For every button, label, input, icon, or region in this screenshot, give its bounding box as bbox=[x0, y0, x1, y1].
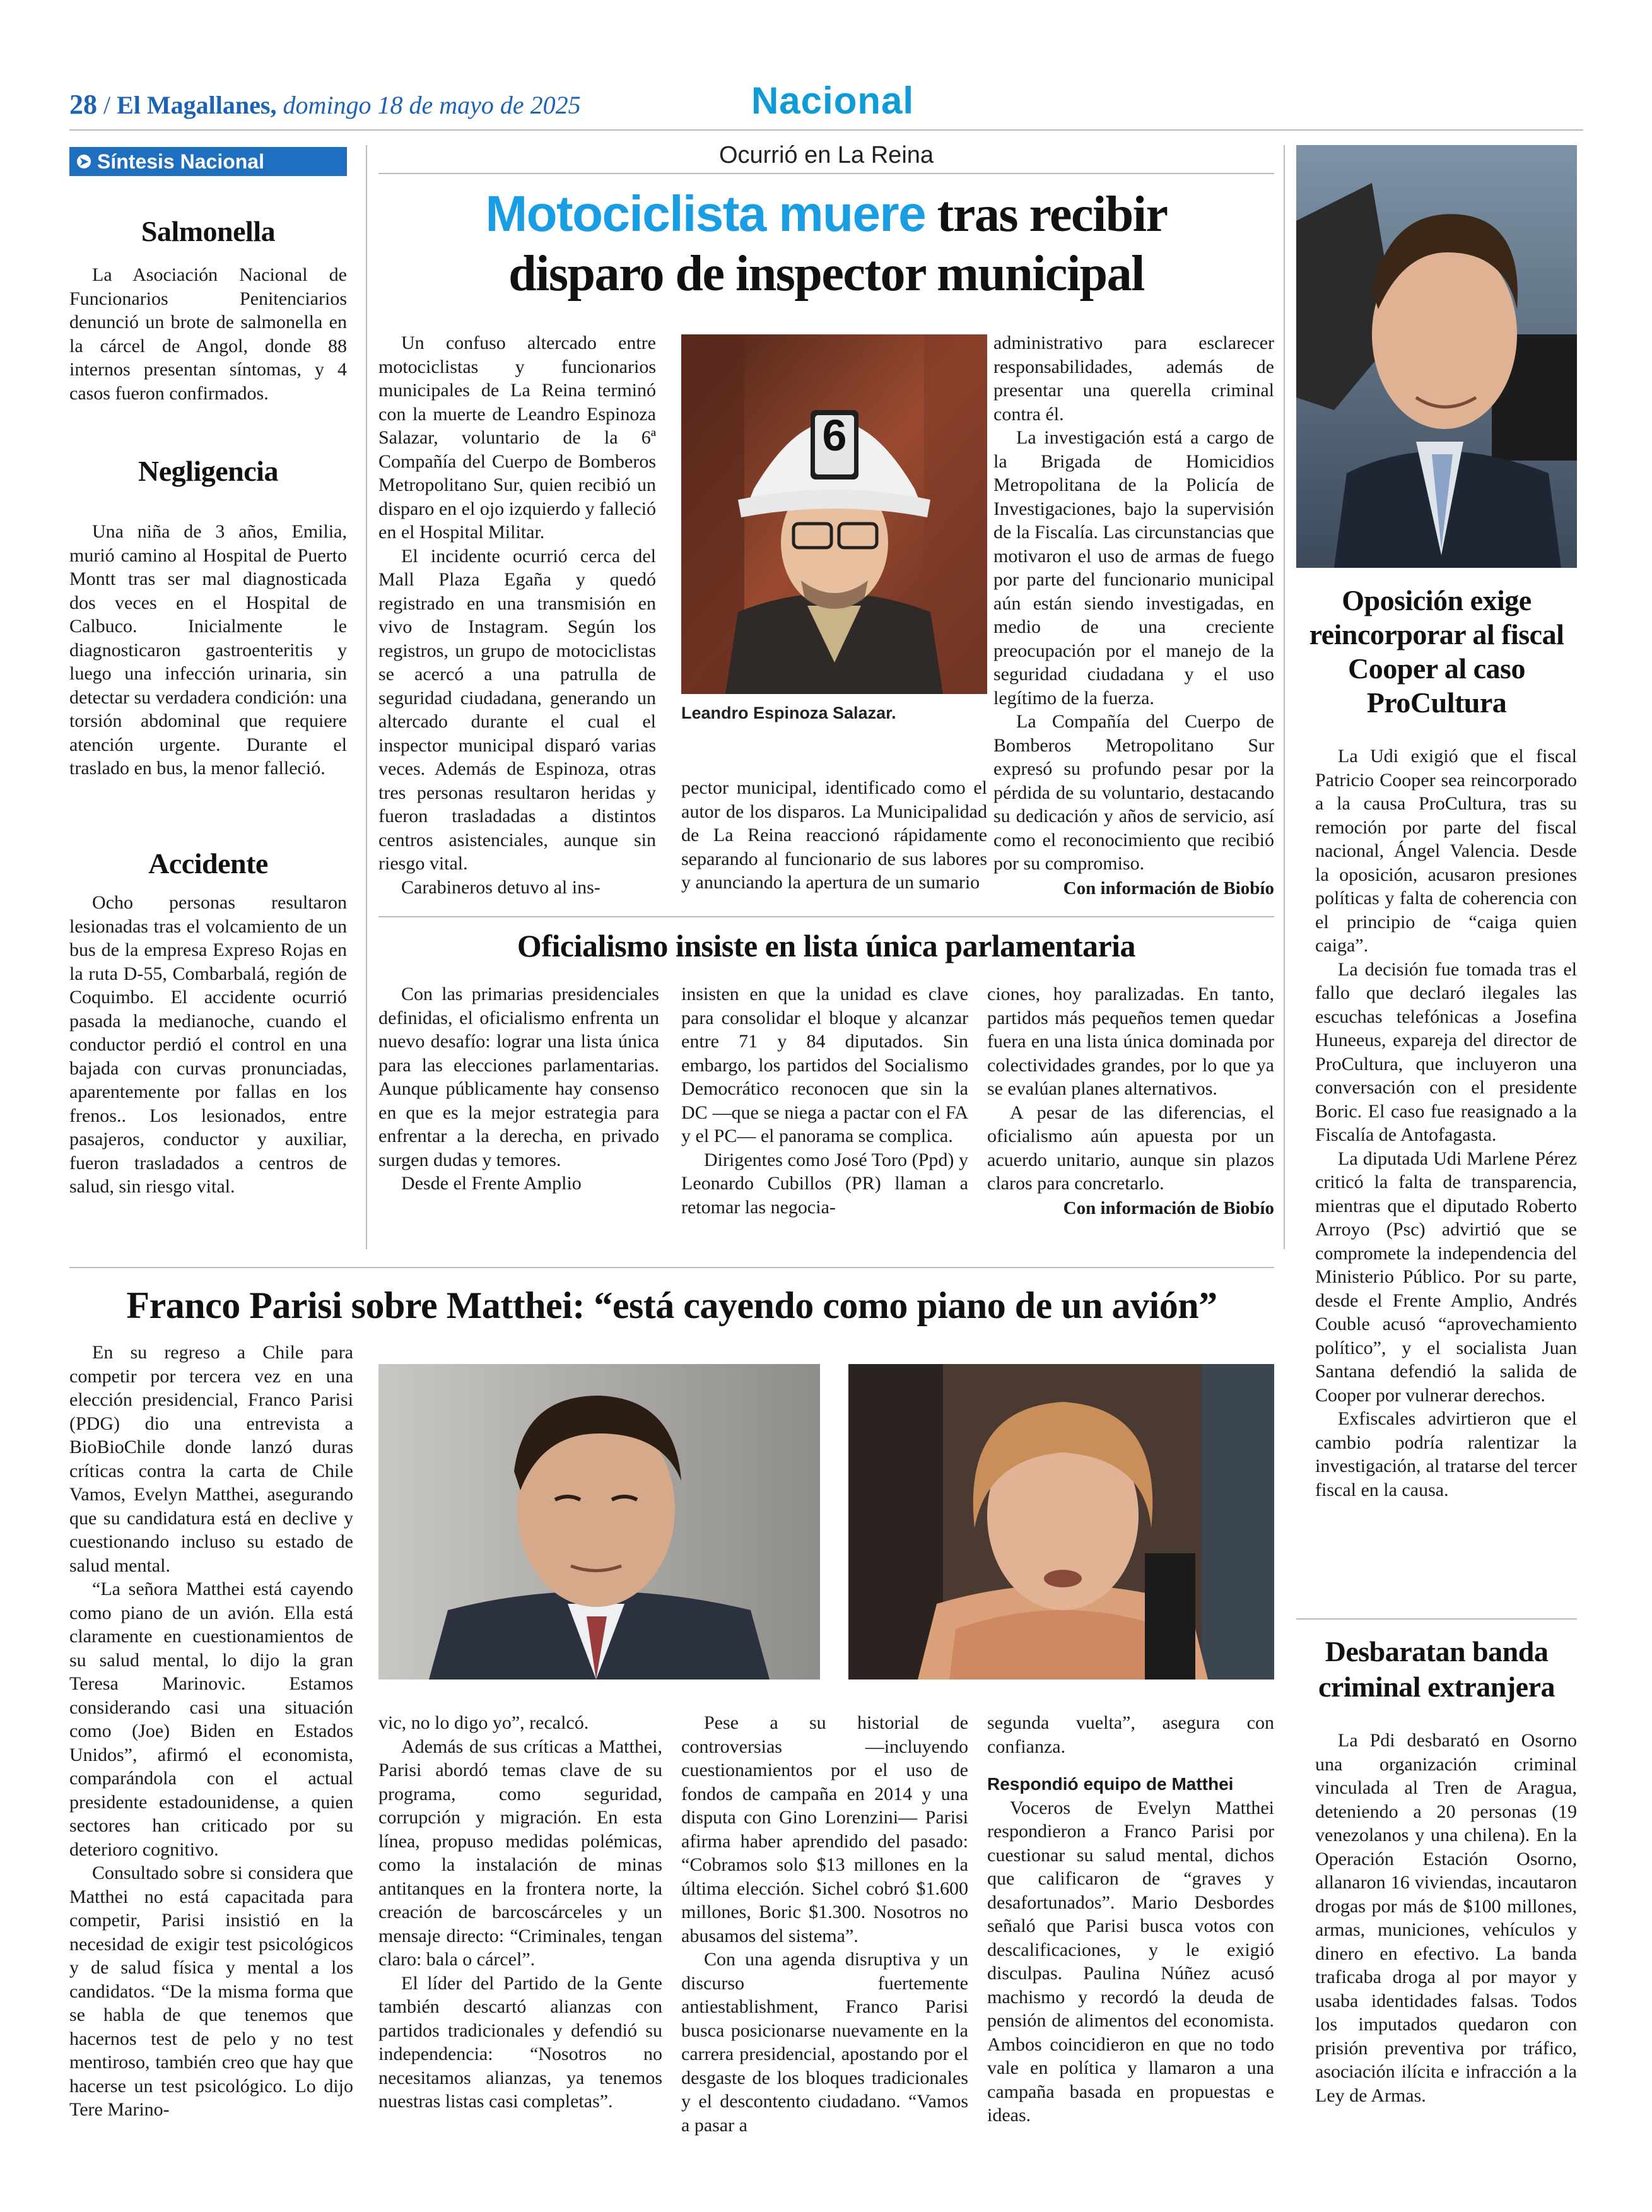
arrow-circle-icon: ➤ bbox=[77, 155, 91, 168]
synthesis-item-title: Negligencia bbox=[138, 455, 278, 487]
lead-column-3 bbox=[993, 331, 1274, 900]
lead-headline-line1 bbox=[378, 184, 1274, 244]
paragraph: Un confuso altercado entre motociclistas y funcionarios municipales de La Reina terminó con la muerte de Leandro Espinoza Salazar, voluntario de la 6ª Compañía del Cuerpo de Bomberos Metropolitano Sur, quien recibió un disparo en el ojo izquierdo y falleció en el Hospital Militar. bbox=[378, 332, 656, 543]
cooper-illustration bbox=[1296, 145, 1577, 568]
cooper-headline: Oposición exige reincorporar al fiscal Cooper al caso ProCultura bbox=[1309, 584, 1564, 719]
matthei-illustration bbox=[848, 1364, 1274, 1680]
paragraph: “La señora Matthei está cayendo como piano de un avión. Ella está claramente en cuestionamientos de su salud mental, lo dijo la gran Teresa Marinovic. Estamos considerando casi una situación como (Joe) Biden en Estados Unidos”, afirmó el economista, comparándola con el actual presidente estadounidense, a quien sectores han criticado por su deterioro cognitivo. bbox=[69, 1579, 353, 1860]
synthesis-label-text: Síntesis Nacional bbox=[97, 150, 264, 173]
paragraph: La Pdi desbarató en Osorno una organización criminal vinculada al Tren de Aragua, deteniendo a 20 personas (19 venezolanos y una chilena). En la Operación Estación Osorno, allanaron 16 viviendas, incautaron drogas por más de $100 millones, armas, municiones, vehículos y dinero en efectivo. La banda traficaba droga al por mayor y usaba identidades falsas. Todos los imputados quedaron con prisión preventiva por tráfico, asociación ilícita e infracción a la Ley de Armas. bbox=[1315, 1730, 1577, 2106]
paragraph: El líder del Partido de la Gente también descartó alianzas con partidos tradicionales y defendió su independencia: “Nosotros no necesitamos alianzas, ya tenemos nuestras listas casi completas”. bbox=[378, 1972, 662, 2112]
paragraph: Carabineros detuvo al ins- bbox=[401, 876, 600, 898]
parisi-column-2 bbox=[378, 1711, 662, 2114]
lead-column-2 bbox=[681, 776, 987, 895]
paragraph: La decisión fue tomada tras el fallo que declaró ilegales las escuchas telefónicas a Josefina Huneeus, expareja del director de ProCultura, que incluyeron una conversación con el presidente Boric. El caso fue reasignado a la Fiscalía de Antofagasta. bbox=[1315, 958, 1577, 1145]
photo-caption: Leandro Espinoza Salazar. bbox=[681, 703, 896, 722]
paragraph: La Compañía del Cuerpo de Bomberos Metropolitano Sur expresó su profundo pesar por la pérdida de su voluntario, destacando su dedicación y años de servicio, así como el reconocimiento que recibió por su compromiso. bbox=[993, 711, 1274, 874]
paragraph: insisten en que la unidad es clave para consolidar el bloque y alcanzar entre 71 y 84 diputados. Sin embargo, los partidos del Socialismo Democrático reconocen que sin la DC —que se niega a pactar con el FA y el PC— el panorama se complica. bbox=[681, 984, 968, 1146]
lead-headline-highlight: Motociclista muere bbox=[485, 185, 926, 242]
lead-headline-rest: tras recibir bbox=[925, 187, 1168, 242]
paragraph: La Asociación Nacional de Funcionarios Penitenciarios denunció un brote de salmonella en la cárcel de Angol, donde 88 internos presentan síntomas, y 4 casos fueron confirmados. bbox=[69, 264, 347, 404]
paragraph: segunda vuelta”, asegura con confianza. bbox=[987, 1712, 1274, 1757]
section-rule bbox=[1296, 1618, 1577, 1620]
paragraph: En su regreso a Chile para competir por tercera vez en una elección presidencial, Franco Parisi (PDG) dio una entrevista a BioBioChile donde lanzó duras críticas contra la carta de Chile Vamos, Evelyn Matthei, asegurando que su candidatura está en declive y cuestionando incluso su estado de salud mental. bbox=[69, 1342, 353, 1576]
paragraph: La investigación está a cargo de la Brigada de Homicidios Metropolitana de la Policía de Investigaciones, bajo la supervisión de la Fiscalía. Las circunstancias que motivaron el uso de armas de fuego por parte del funcionario municipal aún están siendo investigadas, en medio de una creciente preocupación por el manejo de la seguridad ciudadana y el uso legítimo de la fuerza. bbox=[993, 427, 1274, 709]
oficialismo-column-2 bbox=[681, 982, 968, 1219]
helmet-number: 6 bbox=[822, 411, 847, 460]
section-rule bbox=[69, 1267, 1274, 1268]
parisi-subhead: Respondió equipo de Matthei bbox=[987, 1774, 1234, 1794]
lead-column-1 bbox=[378, 331, 656, 899]
paragraph: Con una agenda disruptiva y un discurso fuertemente antiestablishment, Franco Parisi busca posicionarse nuevamente en la carrera presidencial, apostando por el desgaste de los bloques tradicionales y el descontento ciudadano. “Vamos a pasar a bbox=[681, 1949, 968, 2136]
parisi-headline: Franco Parisi sobre Matthei: “está cayendo como piano de un avión” bbox=[126, 1285, 1217, 1326]
paragraph: La Udi exigió que el fiscal Patricio Cooper sea reincorporado a la causa ProCultura, tras su remoción por parte del fiscal nacional, Ángel Valencia. Desde la oposición, acusaron presiones políticas y falta de coherencia con el principio de “caiga quien caiga”. bbox=[1315, 746, 1577, 956]
paragraph: La diputada Udi Marlene Pérez criticó la falta de transparencia, mientras que el diputado Roberto Arroyo (Psc) advirtió que se compromete la independencia del Ministerio Público. Por su parte, desde el Frente Amplio, Andrés Couble acusó “aprovechamiento político”, y el socialista Juan Santana defendió la salida de Cooper por vulnerar derechos. bbox=[1315, 1148, 1577, 1406]
column-divider bbox=[366, 145, 367, 1249]
paragraph: Exfiscales advirtieron que el cambio podría ralentizar la investigación, al tratarse del tercer fiscal en la causa. bbox=[1315, 1408, 1577, 1500]
paragraph: Una niña de 3 años, Emilia, murió camino al Hospital de Puerto Montt tras ser mal diagnosticada dos veces en el Hospital de Calbuco. Inicialmente le diagnosticaron gastroenteritis y luego una infección urinaria, sin detectar su verdadera condición: una torsión abdominal que requiere atención urgente. Durante el traslado en bus, la menor falleció. bbox=[69, 521, 347, 779]
cooper-body bbox=[1315, 744, 1577, 1502]
newspaper-name: El Magallanes, bbox=[117, 91, 277, 119]
paragraph: ciones, hoy paralizadas. En tanto, partidos más pequeños temen quedar fuera en una lista única dominada por colectividades grandes, por lo que ya se evalúan planes alternativos. bbox=[987, 984, 1274, 1099]
page-header bbox=[69, 88, 581, 121]
synthesis-item-body bbox=[69, 263, 347, 405]
paragraph: administrativo para esclarecer responsabilidades, además de presentar una querella criminal contra él. bbox=[993, 332, 1274, 425]
paragraph: Ocho personas resultaron lesionadas tras el volcamiento de un bus de la empresa Expreso Rojas en la ruta D-55, Combarbalá, región de Coquimbo. El accidente ocurrió pasada la medianoche, cuando el conductor perdió el control en una bajada con curvas pronunciadas, aparentemente por fallas en los frenos.. Los lesionados, entre pasajeros, conductor y auxiliar, fueron trasladados a centros de salud, sin riesgo vital. bbox=[69, 892, 347, 1197]
paragraph: vic, no lo digo yo”, recalcó. bbox=[378, 1712, 589, 1733]
oficialismo-column-1 bbox=[378, 982, 659, 1196]
page-number: 28 bbox=[69, 89, 97, 120]
paragraph: Consultado sobre si considera que Matthei no está capacitada para competir, Parisi insistió en la necesidad de exigir test psicológicos y de salud física y mental a los candidatos. “De la misma forma que se habla de que tenemos que hacernos test de pelo y no test mentiroso, también creo que hay que hacerse un test psicológico. Lo dijo Tere Marino- bbox=[69, 1862, 353, 2120]
paragraph: A pesar de las diferencias, el oficialismo aún apuesta por un acuerdo unitario, aunque sin plazos claros para concretarlo. bbox=[987, 1102, 1274, 1194]
parisi-column-3 bbox=[681, 1711, 968, 2137]
parisi-photo bbox=[378, 1364, 820, 1680]
synthesis-item-title: Accidente bbox=[148, 847, 268, 880]
synthesis-label bbox=[69, 147, 347, 176]
lead-headline bbox=[378, 184, 1274, 303]
paragraph: Además de sus críticas a Matthei, Parisi abordó temas clave de su programa, como seguridad, corrupción y migración. En esta línea, propuso medidas polémicas, como la instalación de minas antitanques en la frontera norte, la creación de barcoscárceles y un mensaje directo: “Criminales, tengan claro: bala o cárcel”. bbox=[378, 1736, 662, 1970]
paragraph: Desde el Frente Amplio bbox=[401, 1173, 582, 1194]
banda-body bbox=[1315, 1729, 1577, 2107]
section-rule bbox=[378, 916, 1274, 917]
lead-credit: Con información de Biobío bbox=[1063, 878, 1274, 898]
parisi-illustration bbox=[378, 1364, 820, 1680]
paragraph: Pese a su historial de controversias —incluyendo cuestionamientos por el uso de fondos de campaña en 2014 y una disputa con Gino Lorenzini— Parisi afirma haber aprendido del pasado: “Cobramos solo $13 millones en la última elección. Sichel cobró $1.600 millones, Boric $1.300. Nosotros no abusamos del sistema”. bbox=[681, 1712, 968, 1946]
header-rule bbox=[69, 129, 1583, 131]
paragraph: pector municipal, identificado como el autor de los disparos. La Municipalidad de La Reina reaccionó rápidamente separando al funcionario de sus labores y anunciando la apertura de un sumario bbox=[681, 777, 987, 893]
matthei-photo bbox=[848, 1364, 1274, 1680]
parisi-column-4 bbox=[987, 1711, 1274, 2127]
oficialismo-column-3 bbox=[987, 982, 1274, 1220]
cooper-photo bbox=[1296, 145, 1577, 568]
paragraph: El incidente ocurrió cerca del Mall Plaza Egaña y quedó registrado en una transmisión en vivo de Instagram. Según los registros, un grupo de motociclistas se acercó a una patrulla de seguridad ciudadana, generando un altercado durante el cual el inspector municipal disparó varias veces. Además de Espinoza, otras tres personas resultaron heridas y fueron trasladadas a distintos centros asistenciales, aunque sin riesgo vital. bbox=[378, 545, 656, 874]
lead-kicker: Ocurrió en La Reina bbox=[718, 142, 934, 168]
paragraph: Voceros de Evelyn Matthei respondieron a Franco Parisi por cuestionar su salud mental, dichos que calificaron de “graves y desafortunados”. Mario Desbordes señaló que Parisi busca votos con descalificaciones, y le exigió disculpas. Paulina Núñez acusó machismo y recordó la deuda de pensión de alimentos del economista. Ambos coincidieron en que no todo vale en política y llamaron a una campaña basada en propuestas e ideas. bbox=[987, 1797, 1274, 2126]
column-divider bbox=[1284, 145, 1285, 1249]
paragraph: Con las primarias presidenciales definidas, el oficialismo enfrenta un nuevo desafío: lograr una lista única para las elecciones parlamentarias. Aunque públicamente hay consenso en que es la mejor estrategia para enfrentar a la derecha, en privado surgen dudas y temores. bbox=[378, 984, 659, 1170]
synthesis-item-title: Salmonella bbox=[141, 215, 276, 247]
lead-headline-line2: disparo de inspector municipal bbox=[508, 246, 1144, 302]
synthesis-item-body bbox=[69, 891, 347, 1199]
oficialismo-headline: Oficialismo insiste en lista única parlamentaria bbox=[517, 928, 1136, 963]
firefighter-illustration bbox=[681, 334, 987, 694]
parisi-column-1 bbox=[69, 1341, 353, 2122]
section-title: Nacional bbox=[751, 79, 915, 122]
issue-date: domingo 18 de mayo de 2025 bbox=[283, 91, 581, 119]
firefighter-photo bbox=[681, 334, 987, 694]
paragraph: Dirigentes como José Toro (Ppd) y Leonardo Cubillos (PR) llaman a retomar las negocia- bbox=[681, 1149, 968, 1218]
header-separator: / bbox=[103, 91, 111, 119]
banda-headline: Desbaratan banda criminal extranjera bbox=[1318, 1635, 1555, 1703]
oficialismo-credit: Con información de Biobío bbox=[1063, 1197, 1274, 1218]
synthesis-item-body bbox=[69, 520, 347, 780]
kicker-rule bbox=[378, 173, 1274, 174]
